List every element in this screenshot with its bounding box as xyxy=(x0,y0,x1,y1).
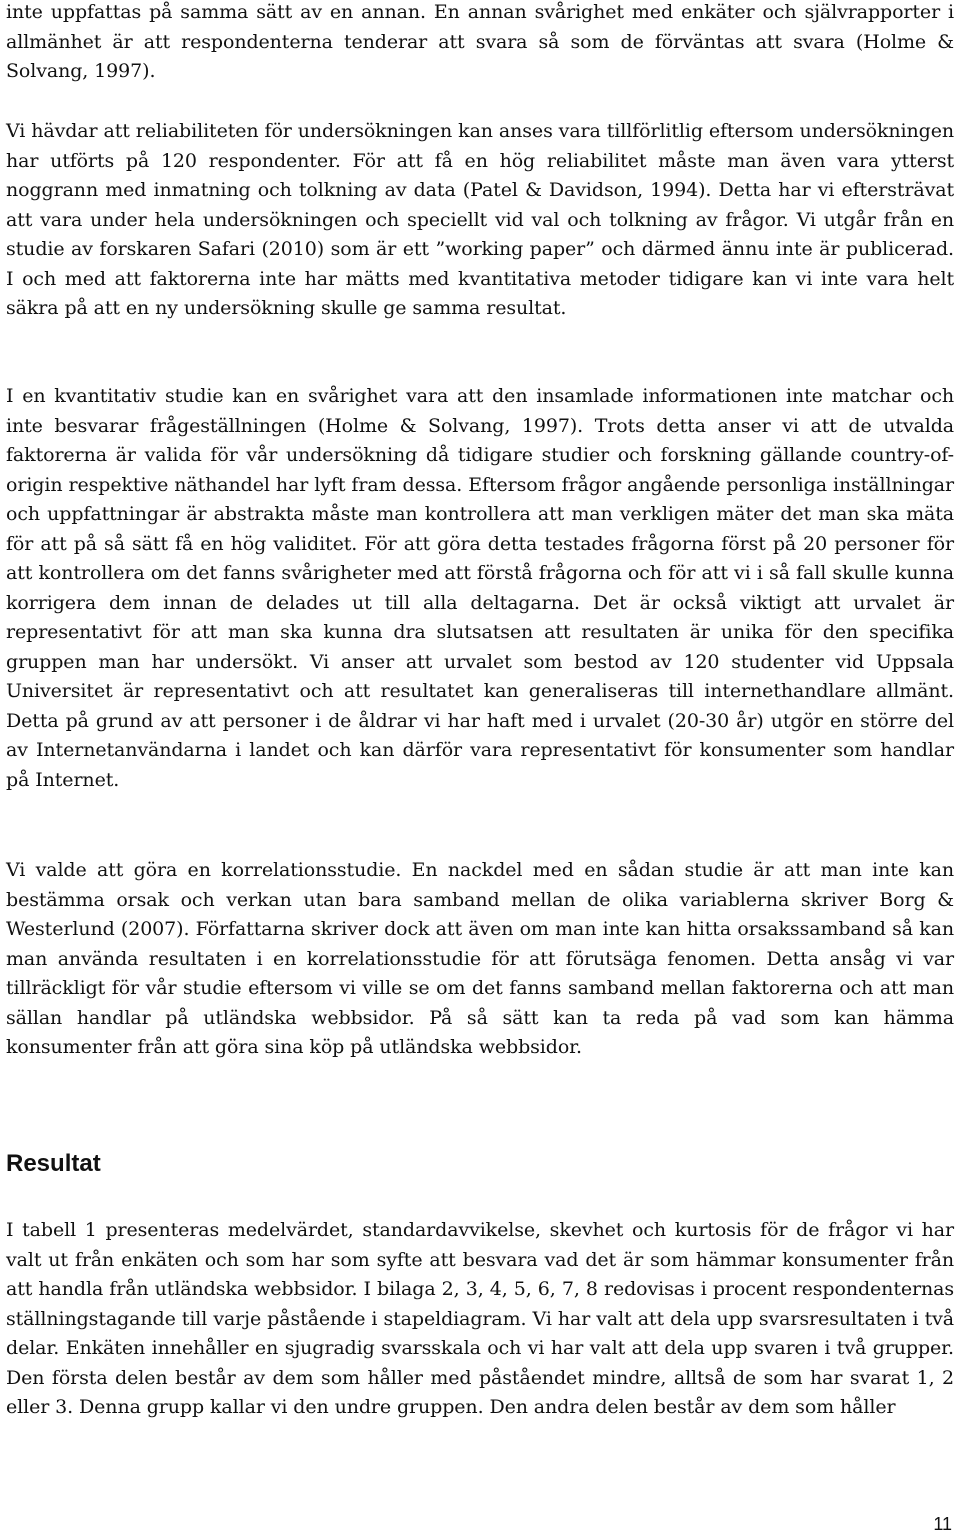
page-number: 11 xyxy=(933,1514,952,1534)
paragraph-correlation-study: Vi valde att göra en korrelationsstudie. En nackdel med en sådan studie är att man inte kan bestämma orsak och verkan utan bara samband mellan de olika variablerna skriver Borg & Westerlund (2007). Författarna skriver dock att även om man inte kan hitta orsakssamband så kan man använda resultaten i en korrelationsstudie för att förutsäga fenomen. Detta ansåg vi var tillräckligt för vår studie eftersom vi ville se om det fanns samband mellan faktorerna och att man sällan handlar på utländska webbsidor. På så sätt kan ta reda på vad som kan hämma konsumenter från att göra sina köp på utländska webbsidor. xyxy=(6,859,954,1058)
paragraph-results: I tabell 1 presenteras medelvärdet, standardavvikelse, skevhet och kurtosis för de frågor vi har valt ut från enkäten och som har som syfte att besvara vad det är som hämmar konsumenter från att handla från utländska webbsidor. I bilaga 2, 3, 4, 5, 6, 7, 8 redovisas i procent respondenternas ställningstagande till varje påstående i stapeldiagram. Vi har valt att dela upp svarsresultaten i två delar. Enkäten innehåller en sjugradig svarsskala och vi har valt att dela upp svaren i två grupper. Den första delen består av dem som håller med påståendet mindre, alltså de som har svarat 1, 2 eller 3. Denna grupp kallar vi den undre gruppen. Den andra delen består av dem som håller xyxy=(6,1219,954,1418)
section-heading-resultat: Resultat xyxy=(6,1150,101,1177)
paragraph-continuation: inte uppfattas på samma sätt av en annan. En annan svårighet med enkäter och självrapporter i allmänhet är att respondenterna tenderar att svara så som de förväntas att svara (Holme & Solvang, 1997). xyxy=(6,1,954,82)
paragraph-validity: I en kvantitativ studie kan en svårighet vara att den insamlade informationen inte matchar och inte besvarar frågeställningen (Holme & Solvang, 1997). Trots detta anser vi att de utvalda faktorerna är valida för vår undersökning då tidigare studier och forskning gällande country-of-origin respektive näthandel har lyft fram dessa. Eftersom frågor angående personliga inställningar och uppfattningar är abstrakta måste man kontrollera att man verkligen mäter det man ska mäta för att på så sätt få en hög validitet. För att göra detta testades frågorna först på 20 personer för att kontrollera om det fanns svårigheter med att förstå frågorna och för att vi i så fall skulle kunna korrigera dem innan de delades ut till alla deltagarna. Det är också viktigt att urvalet är representativt för att man ska kunna dra slutsatsen att resultaten är unika för den specifika gruppen man har undersökt. Vi anser att urvalet som bestod av 120 studenter vid Uppsala Universitet är representativt och att resultatet kan generaliseras till internethandlare allmänt. Detta på grund av att personer i de åldrar vi har haft med i urvalet (20-30 år) utgör en större del av Internetanvändarna i landet och kan därför vara representativt för konsumenter som handlar på Internet. xyxy=(6,385,954,791)
paragraph-reliability: Vi hävdar att reliabiliteten för undersökningen kan anses vara tillförlitlig eftersom undersökningen har utförts på 120 respondenter. För att få en hög reliabilitet måste man även vara ytterst noggrann med inmatning och tolkning av data (Patel & Davidson, 1994). Detta har vi eftersträvat att vara under hela undersökningen och speciellt vid val och tolkning av frågor. Vi utgår från en studie av forskaren Safari (2010) som är ett ”working paper” och därmed ännu inte är publicerad. I och med att faktorerna inte har mätts med kvantitativa metoder tidigare kan vi inte vara helt säkra på att en ny undersökning skulle ge samma resultat. xyxy=(6,120,954,319)
